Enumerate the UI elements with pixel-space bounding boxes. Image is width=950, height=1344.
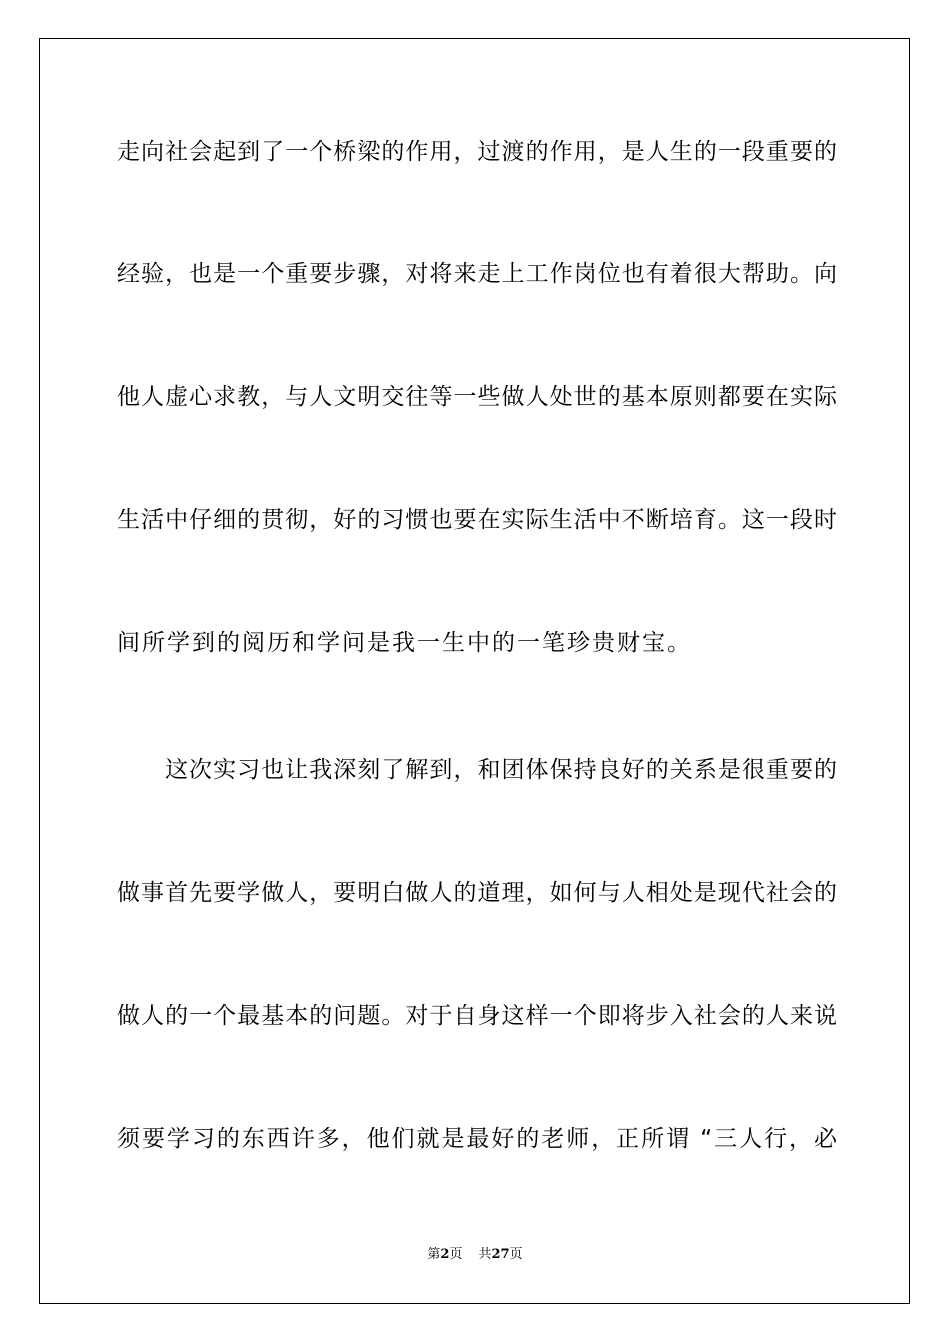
body-line-9: 须要学习的东西许多，他们就是最好的老师，正所谓 “三人行，必 (117, 1126, 837, 1152)
body-line-8: 做人的一个最基本的问题。对于自身这样一个即将步入社会的人来说 (117, 1003, 837, 1029)
page-footer (0, 1246, 950, 1264)
footer-total-suffix: 页 (509, 1247, 523, 1262)
body-line-5: 间所学到的阅历和学问是我一生中的一笔珍贵财宝。 (117, 630, 692, 656)
page-border (39, 38, 910, 1304)
footer-total-prefix: 共 (478, 1247, 492, 1262)
body-line-1: 走向社会起到了一个桥梁的作用，过渡的作用，是人生的一段重要的 (117, 139, 837, 165)
body-line-7: 做事首先要学做人，要明白做人的道理，如何与人相处是现代社会的 (117, 880, 837, 906)
footer-total-pages: 27 (491, 1247, 510, 1262)
footer-page-number: 2 (440, 1247, 450, 1262)
body-line-4: 生活中仔细的贯彻，好的习惯也要在实际生活中不断培育。这一段时 (117, 507, 837, 533)
body-line-6: 这次实习也让我深刻了解到，和团体保持良好的关系是很重要的 (165, 757, 837, 783)
footer-page-suffix: 页 (449, 1247, 463, 1262)
footer-page-prefix: 第 (427, 1247, 441, 1262)
body-line-2: 经验，也是一个重要步骤，对将来走上工作岗位也有着很大帮助。向 (117, 261, 837, 287)
body-line-3: 他人虚心求教，与人文明交往等一些做人处世的基本原则都要在实际 (117, 384, 837, 410)
